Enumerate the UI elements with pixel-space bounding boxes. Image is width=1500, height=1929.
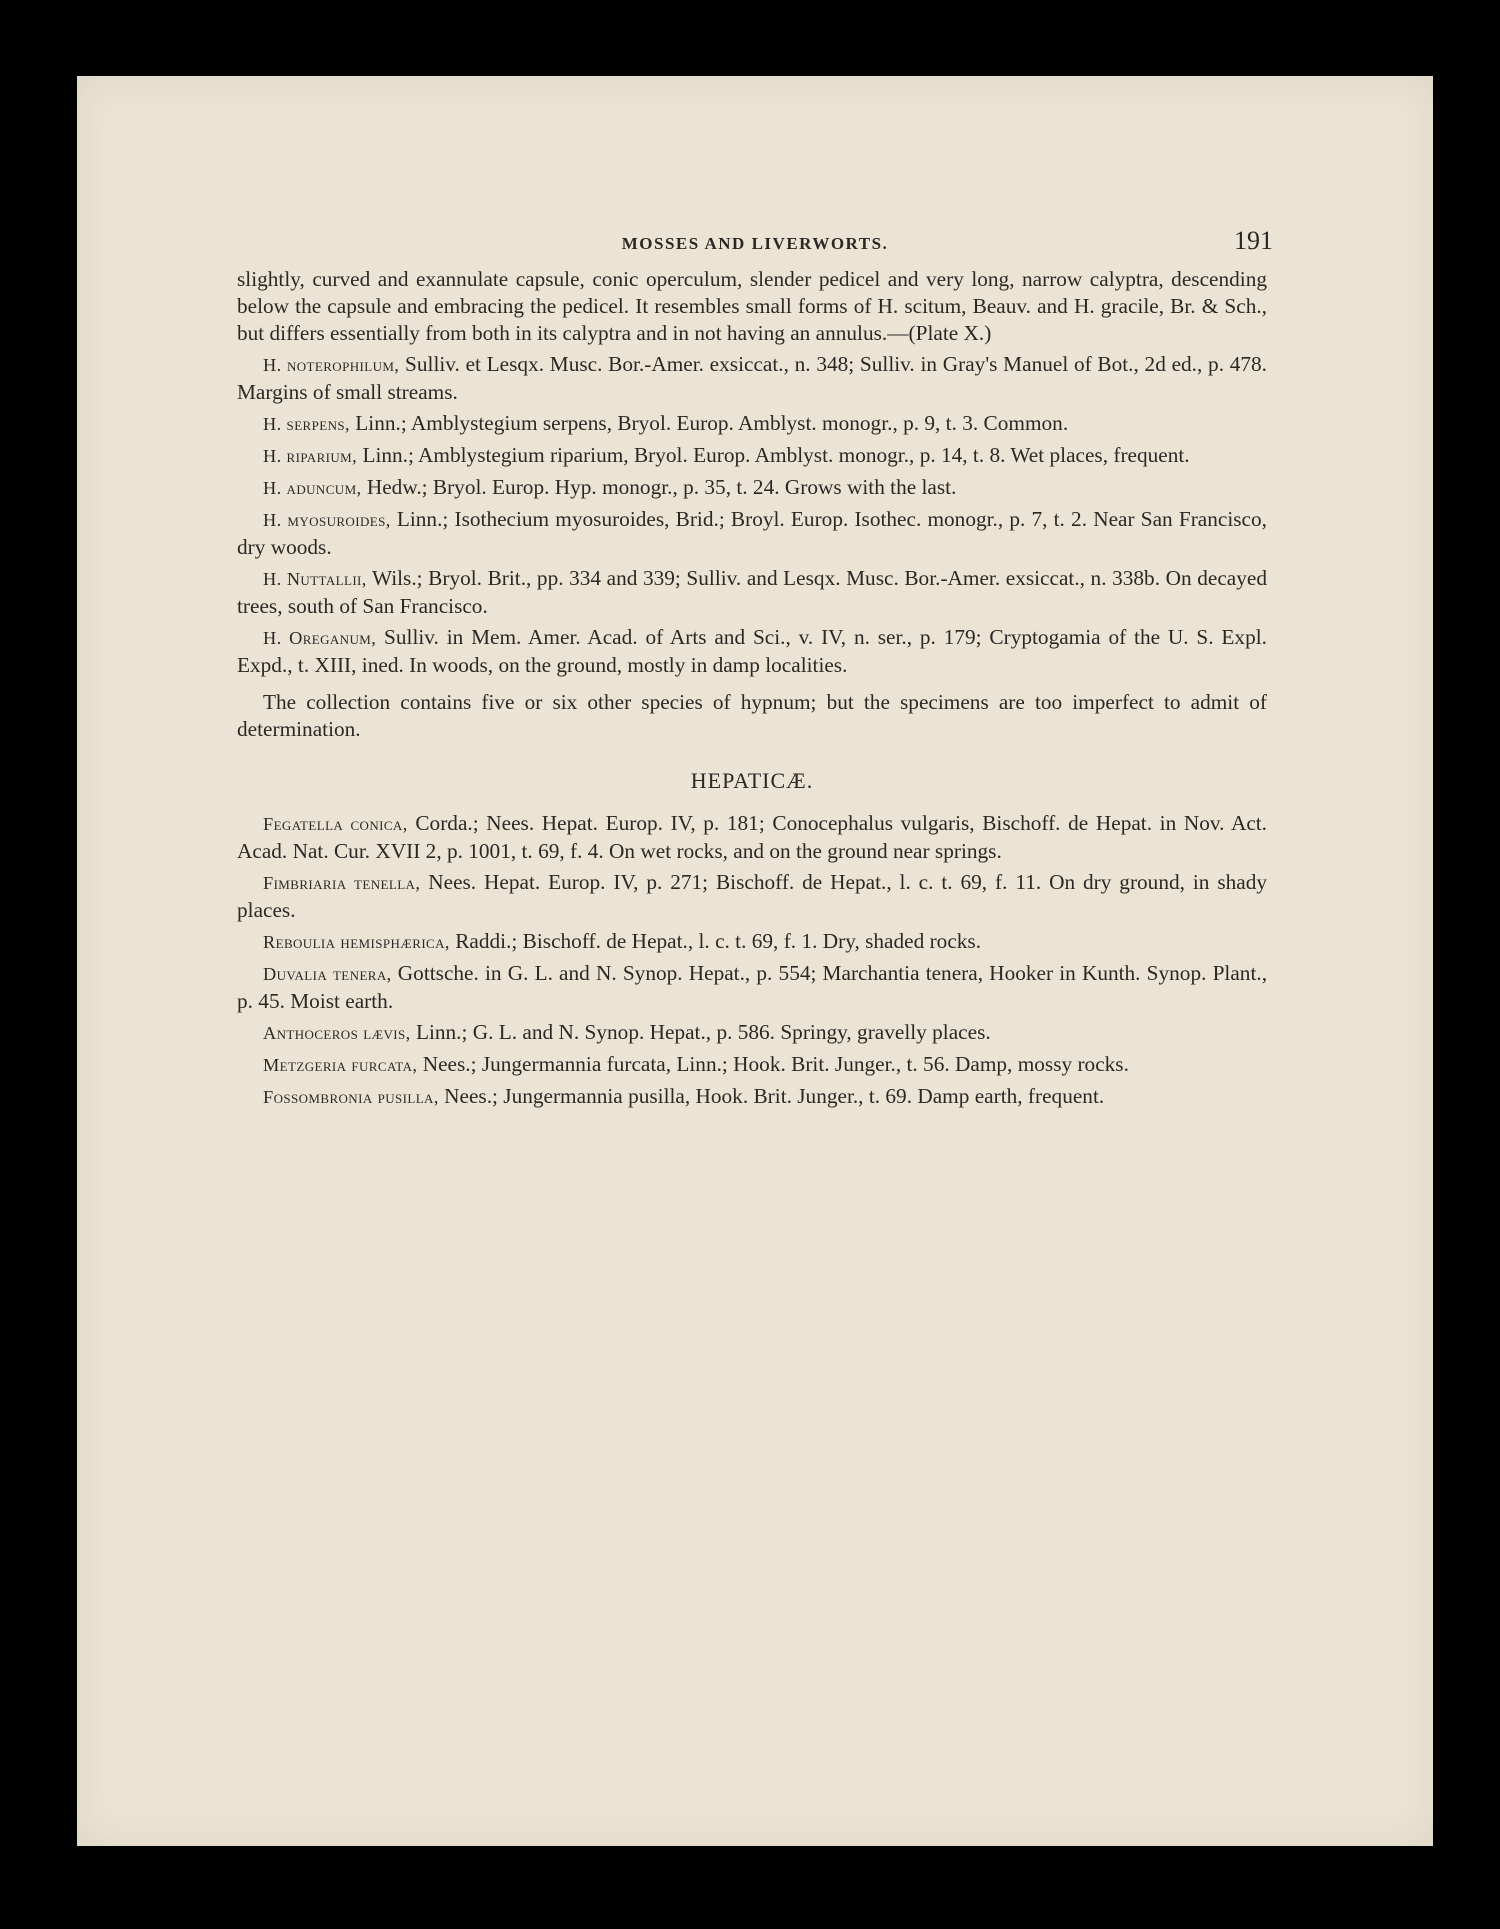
species-entry: [237, 624, 1267, 679]
species-entry: [237, 1051, 1267, 1079]
book-page: [77, 76, 1433, 1846]
species-text: Gottsche. in G. L. and N. Synop. Hepat., p. 554; Marchantia tenera, Hooker in Kunth. Synop. Plant., p. 45. Moist earth.: [237, 961, 1268, 1013]
species-name: H. myosuroides,: [263, 510, 391, 530]
species-entry: [237, 869, 1267, 924]
page-body: [237, 266, 1267, 1115]
species-entry: [237, 442, 1267, 470]
species-text: Corda.; Nees. Hepat. Europ. IV, p. 181; Conocephalus vulgaris, Bischoff. de Hepat. in Nov. Act. Acad. Nat. Cur. XVII 2, p. 1001, t. 69, f. 4. On wet rocks, and on the ground near springs.: [237, 811, 1268, 863]
species-entry: [237, 960, 1267, 1015]
collection-note: The collection contains five or six other species of hypnum; but the specimens are too imperfect to admit of determination.: [237, 690, 1267, 741]
species-name: Fegatella conica,: [263, 814, 408, 834]
species-text: Linn.; G. L. and N. Synop. Hepat., p. 586. Springy, gravelly places.: [415, 1020, 991, 1044]
species-name: Fossombronia pusilla,: [263, 1087, 439, 1107]
species-text: Nees.; Jungermannia furcata, Linn.; Hook. Brit. Junger., t. 56. Damp, mossy rocks.: [422, 1052, 1129, 1076]
paragraph-continuation: slightly, curved and exannulate capsule, conic operculum, slender pedicel and very long, narrow calyptra, descending below the capsule and embracing the pedicel. It resembles small forms of H. scitum, Beauv. and H. gracile, Br. & Sch., but differs essentially from both in its calyptra and in not having an annulus.—(Plate X.): [237, 267, 1267, 345]
page-number: 191: [1234, 226, 1273, 255]
species-entry: [237, 810, 1267, 865]
species-entry: [237, 351, 1267, 406]
species-text: Wils.; Bryol. Brit., pp. 334 and 339; Sulliv. and Lesqx. Musc. Bor.-Amer. exsiccat., n. 338b. On decayed trees, south of San Francisco.: [237, 566, 1267, 618]
species-entry: [237, 565, 1267, 620]
species-text: Sulliv. et Lesqx. Musc. Bor.-Amer. exsiccat., n. 348; Sulliv. in Gray's Manuel of Bot., 2d ed., p. 478. Margins of small streams.: [237, 352, 1268, 404]
species-entry: [237, 1019, 1267, 1047]
species-entry: [237, 474, 1267, 502]
species-name: H. riparium,: [263, 446, 358, 466]
species-name: H. serpens,: [263, 414, 350, 434]
species-text: Raddi.; Bischoff. de Hepat., l. c. t. 69, f. 1. Dry, shaded rocks.: [455, 929, 982, 953]
species-text: Linn.; Isothecium myosuroides, Brid.; Broyl. Europ. Isothec. monogr., p. 7, t. 2. Near San Francisco, dry woods.: [237, 507, 1267, 559]
species-name: H. Nuttallii,: [263, 569, 367, 589]
species-name: Duvalia tenera,: [263, 964, 392, 984]
page-header: [77, 224, 1433, 264]
species-name: H. aduncum,: [263, 478, 362, 498]
species-entry: [237, 1083, 1267, 1111]
species-entry: [237, 410, 1267, 438]
species-name: H. noterophilum,: [263, 355, 400, 375]
species-name: Fimbriaria tenella,: [263, 873, 421, 893]
section-heading: HEPATICÆ.: [690, 768, 814, 793]
species-text: Linn.; Amblystegium riparium, Bryol. Europ. Amblyst. monogr., p. 14, t. 8. Wet places, frequent.: [362, 443, 1190, 467]
species-text: Sulliv. in Mem. Amer. Acad. of Arts and Sci., v. IV, n. ser., p. 179; Cryptogamia of the U. S. Expl. Expd., t. XIII, ined. In woods, on the ground, mostly in damp localities.: [237, 625, 1267, 677]
running-head: MOSSES AND LIVERWORTS.: [621, 234, 889, 253]
species-name: H. Oreganum,: [263, 628, 377, 648]
species-text: Nees. Hepat. Europ. IV, p. 271; Bischoff. de Hepat., l. c. t. 69, f. 11. On dry ground, in shady places.: [237, 870, 1268, 922]
species-text: Linn.; Amblystegium serpens, Bryol. Europ. Amblyst. monogr., p. 9, t. 3. Common.: [355, 411, 1069, 435]
species-entry: [237, 928, 1267, 956]
species-entry: [237, 506, 1267, 561]
species-name: Metzgeria furcata,: [263, 1055, 418, 1075]
species-name: Anthoceros lævis,: [263, 1023, 411, 1043]
species-text: Hedw.; Bryol. Europ. Hyp. monogr., p. 35, t. 24. Grows with the last.: [366, 475, 957, 499]
species-text: Nees.; Jungermannia pusilla, Hook. Brit. Junger., t. 69. Damp earth, frequent.: [444, 1084, 1105, 1108]
species-name: Reboulia hemisphærica,: [263, 932, 450, 952]
